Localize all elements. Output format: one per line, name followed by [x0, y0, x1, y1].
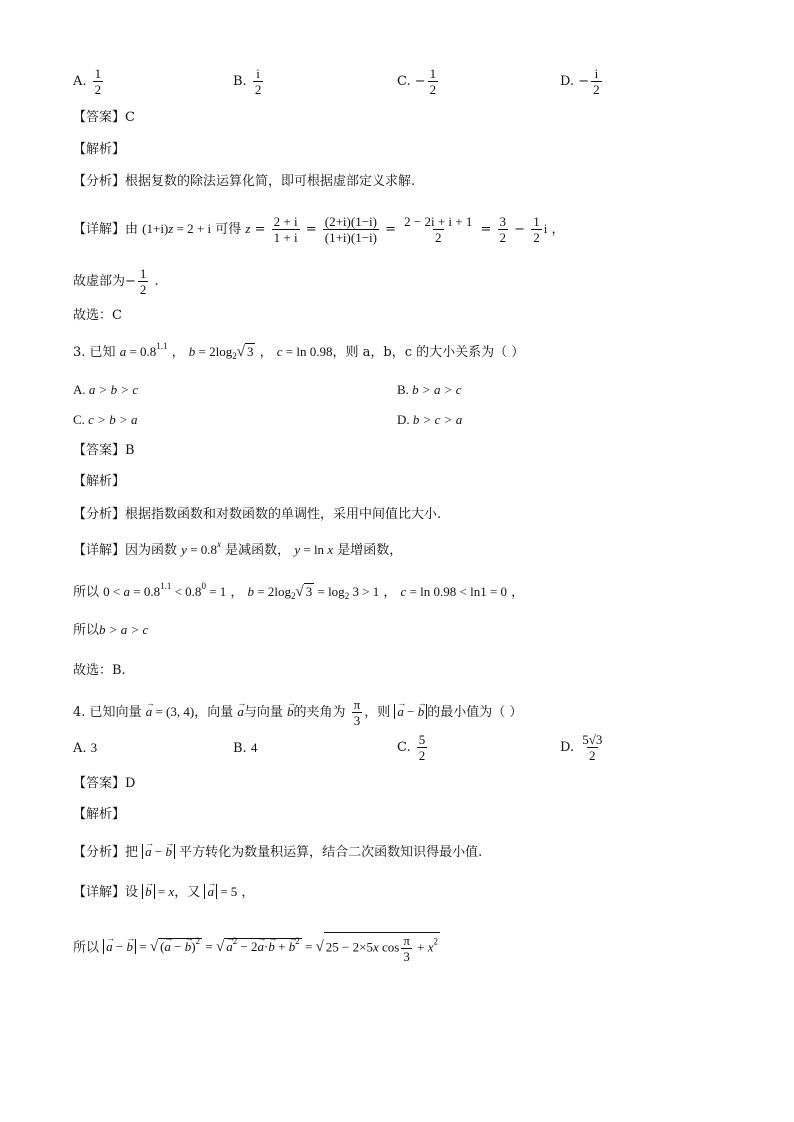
- q3-analysis-summary: 【分析】根据指数函数和对数函数的单调性，采用中间值比大小.: [73, 507, 442, 522]
- solution-lead: 【详解】由: [73, 222, 139, 237]
- fraction: $\frac{\pi}{3}$: [353, 697, 361, 728]
- summary-lead: 【分析】把: [73, 845, 139, 860]
- stem-tail: ，则 a，b，c 的大小关系为（ ）: [332, 345, 525, 360]
- solution-tail: 是增函数，: [337, 543, 403, 558]
- conclusion-text: 故虚部为: [73, 274, 126, 289]
- option-label: C.: [397, 74, 411, 89]
- fraction: [253, 66, 264, 97]
- solution-connector: 是减函数，: [225, 543, 291, 558]
- fraction: $\frac{2 + i}{1 + i}$: [273, 214, 298, 245]
- option-text: c > b > a: [88, 412, 138, 427]
- q4-stem: 4. 已知向量 → a = (3, 4)，向量 → a与向量 → b的夹角为 $\frac{\pi}{3}$ ，则 → a − → b 的最小值为（ ）: [73, 697, 522, 728]
- option-label: B.: [233, 741, 247, 756]
- q3-stem: 3. 已知 $a = 0.8^{1.1}$ ， $b = 2\log_2√$ 3 ， c = ln 0.98，则 a，b，c 的大小关系为（ ）: [73, 341, 525, 361]
- therefore-text: 所以: [73, 585, 100, 600]
- q3-conclusion: 所以b > a > c: [73, 622, 149, 638]
- solution-lead: 【详解】设: [73, 885, 139, 900]
- q4-analysis-summary: 【分析】把 → a − → b 平方转化为数量积运算，结合二次函数知识得最小值.: [73, 842, 482, 863]
- solution-connector: 可得: [215, 222, 242, 237]
- q4-detailed-solution: 【详解】设 → b = x，又 → a = 5 ，: [73, 882, 254, 903]
- q2-detailed-solution: 【详解】由 (1+i)z = 2 + i 可得 z = $\frac{2 + i}{1 + i}$ = $\frac{(2+i)(1-i)}{(1+i)(1-i)}$ = $\frac{2 - 2i + i + 1}{2}$ = $\frac{3}{2}$ − $\frac{1}{2}$ i ，: [73, 214, 565, 245]
- minus-sign: −: [578, 74, 590, 89]
- therefore-text: 所以: [73, 940, 100, 956]
- numerator: 1: [429, 66, 437, 81]
- stem-tail: 的最小值为（ ）: [427, 705, 523, 720]
- q3-inequality-line: 所以 $0 < a = 0.8^{1.1} < 0.8^0 = 1$ ， $b = 2\log_2√$ $3 = \log_2 3 > 1$ ， c = ln 0.98 < ln1 = 0 ，: [73, 581, 525, 601]
- fraction: $\frac{(2+i)(1-i)}{(1+i)(1-i)}$: [324, 214, 377, 245]
- option-text: 4: [250, 740, 258, 755]
- option-text: b > a > c: [412, 382, 462, 397]
- q2-option-d: [560, 66, 604, 97]
- stem-lead: 4. 已知向量: [73, 705, 142, 720]
- fraction: $\frac{5}{2}$: [418, 732, 426, 763]
- q2-option-a: [73, 66, 105, 97]
- denominator: 2: [254, 82, 262, 97]
- summary-tail: 平方转化为数量积运算，结合二次函数知识得最小值.: [179, 845, 483, 860]
- stem-part: ，向量: [194, 705, 234, 720]
- q2-option-c: [397, 66, 440, 97]
- fraction: [93, 66, 104, 97]
- q3-answer: 【答案】B: [73, 443, 135, 458]
- option-label: A.: [73, 382, 86, 397]
- q2-analysis-summary: 【分析】根据复数的除法运算化简，即可根据虚部定义求解.: [73, 174, 416, 189]
- solution-connector: ，又: [174, 885, 201, 900]
- q3-option-a: [73, 380, 138, 400]
- q4-option-a: [73, 738, 97, 759]
- denominator: 2: [94, 82, 102, 97]
- q4-derivation: 所以 → a − → b = √ (→ a − → b)$^2$ = √→ $a^2 - 2\to a\cdot\to b$ + → $b^2$ = √ 25 − 2×5x cos $\frac{\pi}{3}$ + $x^2$: [73, 932, 440, 964]
- q3-option-d: [397, 410, 462, 430]
- q4-answer: 【答案】D: [73, 776, 136, 791]
- q4-option-b: [233, 738, 257, 759]
- option-label: C.: [73, 412, 85, 427]
- denominator: 2: [429, 82, 437, 97]
- option-label: D.: [560, 74, 575, 89]
- fraction: $\frac{3}{2}$: [499, 214, 507, 245]
- fraction: $\frac{5√3}{2}$: [582, 732, 603, 763]
- numerator: i: [594, 66, 599, 81]
- solution-lead: 【详解】因为函数: [73, 543, 178, 558]
- fraction: $\frac{2 - 2i + i + 1}{2}$: [404, 214, 473, 245]
- q4-option-d: [560, 732, 606, 763]
- q2-conclusion: 故虚部为− $\frac{1}{2}$ .: [73, 266, 159, 297]
- option-label: B.: [397, 382, 409, 397]
- fraction: $\frac{1}{2}$: [533, 214, 540, 245]
- equation: (1+i)z = 2 + i: [142, 221, 212, 236]
- stem-lead: 3. 已知: [73, 345, 116, 360]
- q2-choice: 故选：C: [73, 308, 122, 323]
- minus-sign: −: [414, 74, 426, 89]
- denominator: 2: [593, 82, 600, 97]
- numerator: i: [256, 66, 260, 81]
- numerator: 1: [94, 66, 102, 81]
- q3-option-b: [397, 380, 462, 400]
- stem-part: 与向量: [243, 705, 283, 720]
- q3-detailed-solution: 【详解】因为函数 $y = 0.8^x$ 是减函数， y = ln x 是增函数，: [73, 539, 403, 558]
- fraction: $\frac{1}{2}$: [139, 266, 147, 297]
- option-label: A.: [73, 741, 87, 756]
- option-text: 3: [90, 740, 98, 755]
- q2-option-b: [233, 66, 265, 97]
- q2-answer: 【答案】C: [73, 110, 135, 125]
- option-label: C.: [397, 740, 411, 755]
- option-text: a > b > c: [88, 382, 139, 397]
- fraction: [591, 66, 602, 97]
- stem-part: ，则: [364, 705, 391, 720]
- q3-choice: 故选：B.: [73, 663, 126, 678]
- q4-option-c: [397, 732, 429, 763]
- q2-analysis-heading: 【解析】: [73, 142, 126, 157]
- option-label: B.: [233, 74, 247, 89]
- stem-part: 的夹角为: [293, 705, 346, 720]
- q3-option-c: [73, 410, 138, 430]
- option-label: D.: [560, 740, 575, 755]
- option-text: b > c > a: [412, 412, 463, 427]
- option-label: D.: [397, 412, 410, 427]
- option-label: A.: [73, 74, 87, 89]
- therefore-text: 所以: [73, 623, 100, 638]
- q3-analysis-heading: 【解析】: [73, 474, 126, 489]
- fraction: [428, 66, 439, 97]
- q4-analysis-heading: 【解析】: [73, 807, 126, 822]
